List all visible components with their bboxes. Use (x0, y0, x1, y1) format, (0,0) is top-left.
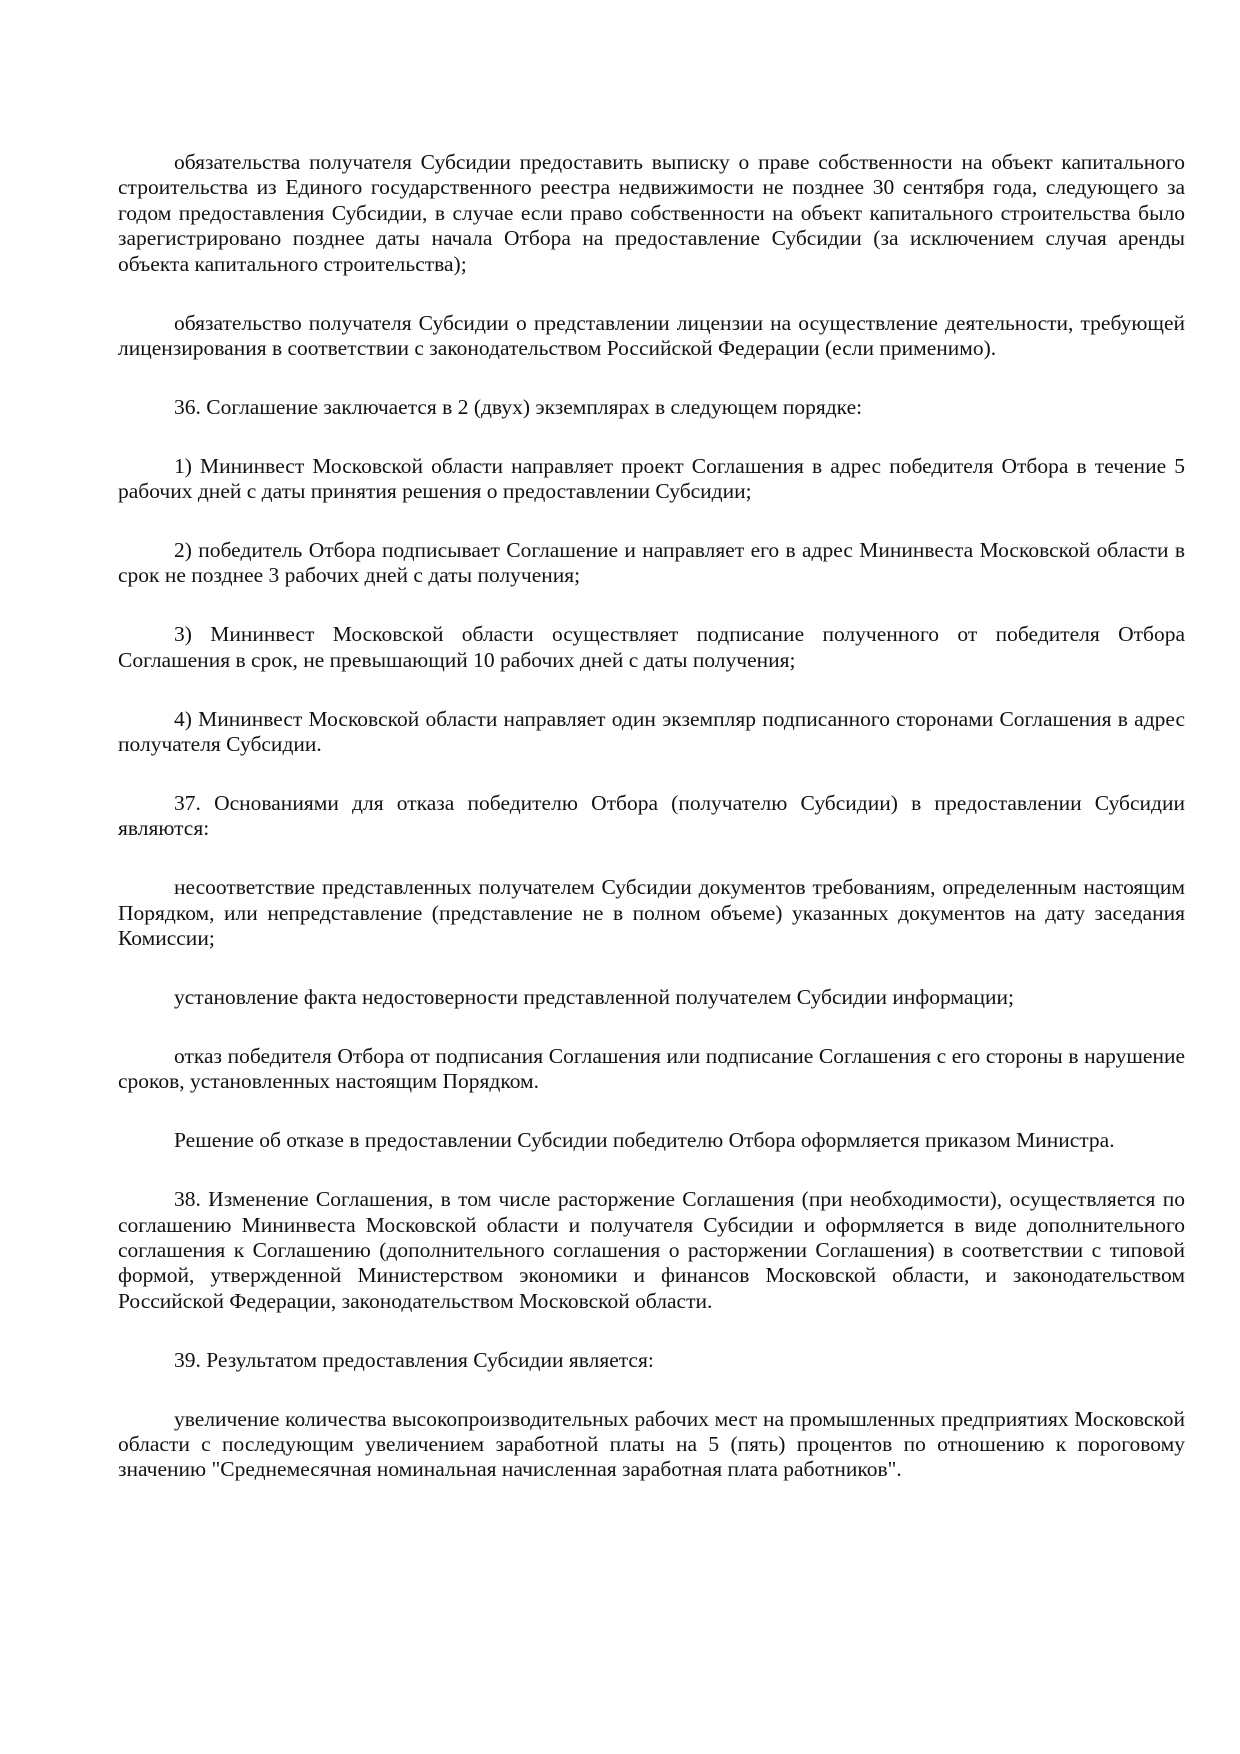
paragraph: 38. Изменение Соглашения, в том числе расторжение Соглашения (при необходимости), осуществляется по соглашению Мининвеста Московской области и получателя Субсидии и оформляется в виде дополнительного соглашения к Соглашению (дополнительного соглашения о расторжении Соглашения) в соответствии с типовой формой, утвержденной Министерством экономики и финансов Московской области, и законодательством Российской Федерации, законодательством Московской области. (118, 1187, 1185, 1313)
paragraph: увеличение количества высокопроизводительных рабочих мест на промышленных предприятиях Московской области с последующим увеличением заработной платы на 5 (пять) процентов по отношению к пороговому значению "Среднемесячная номинальная начисленная заработная плата работников". (118, 1406, 1185, 1482)
paragraph: 4) Мининвест Московской области направляет один экземпляр подписанного сторонами Соглашения в адрес получателя Субсидии. (118, 706, 1185, 757)
paragraph: 36. Соглашение заключается в 2 (двух) экземплярах в следующем порядке: (174, 394, 863, 419)
paragraph: несоответствие представленных получателем Субсидии документов требованиям, определенным настоящим Порядком, или непредставление (представление не в полном объеме) указанных документов на дату заседания Комиссии; (118, 875, 1185, 951)
paragraph: отказ победителя Отбора от подписания Соглашения или подписание Соглашения с его стороны в нарушение сроков, установленных настоящим Порядком. (118, 1043, 1185, 1094)
paragraph: обязательства получателя Субсидии предоставить выписку о праве собственности на объект капитального строительства из Единого государственного реестра недвижимости не позднее 30 сентября года, следующего за годом предоставления Субсидии, в случае если право собственности на объект капитального строительства было зарегистрировано позднее даты начала Отбора на предоставление Субсидии (за исключением случая аренды объекта капитального строительства); (118, 150, 1185, 276)
paragraph: установление факта недостоверности представленной получателем Субсидии информации; (174, 985, 1014, 1010)
paragraph: 37. Основаниями для отказа победителю Отбора (получателю Субсидии) в предоставлении Субсидии являются: (118, 791, 1185, 841)
paragraph: Решение об отказе в предоставлении Субсидии победителю Отбора оформляется приказом Министра. (174, 1128, 1115, 1153)
document-page (118, 150, 1185, 1516)
paragraph: 39. Результатом предоставления Субсидии является: (174, 1347, 654, 1372)
paragraph: 3) Мининвест Московской области осуществляет подписание полученного от победителя Отбора Соглашения в срок, не превышающий 10 рабочих дней с даты получения; (118, 622, 1185, 672)
paragraph: 2) победитель Отбора подписывает Соглашение и направляет его в адрес Мининвеста Московской области в срок не позднее 3 рабочих дней с даты получения; (118, 538, 1185, 588)
paragraph: 1) Мининвест Московской области направляет проект Соглашения в адрес победителя Отбора в течение 5 рабочих дней с даты принятия решения о предоставлении Субсидии; (118, 453, 1185, 504)
paragraph: обязательство получателя Субсидии о представлении лицензии на осуществление деятельности, требующей лицензирования в соответствии с законодательством Российской Федерации (если применимо). (118, 310, 1185, 360)
